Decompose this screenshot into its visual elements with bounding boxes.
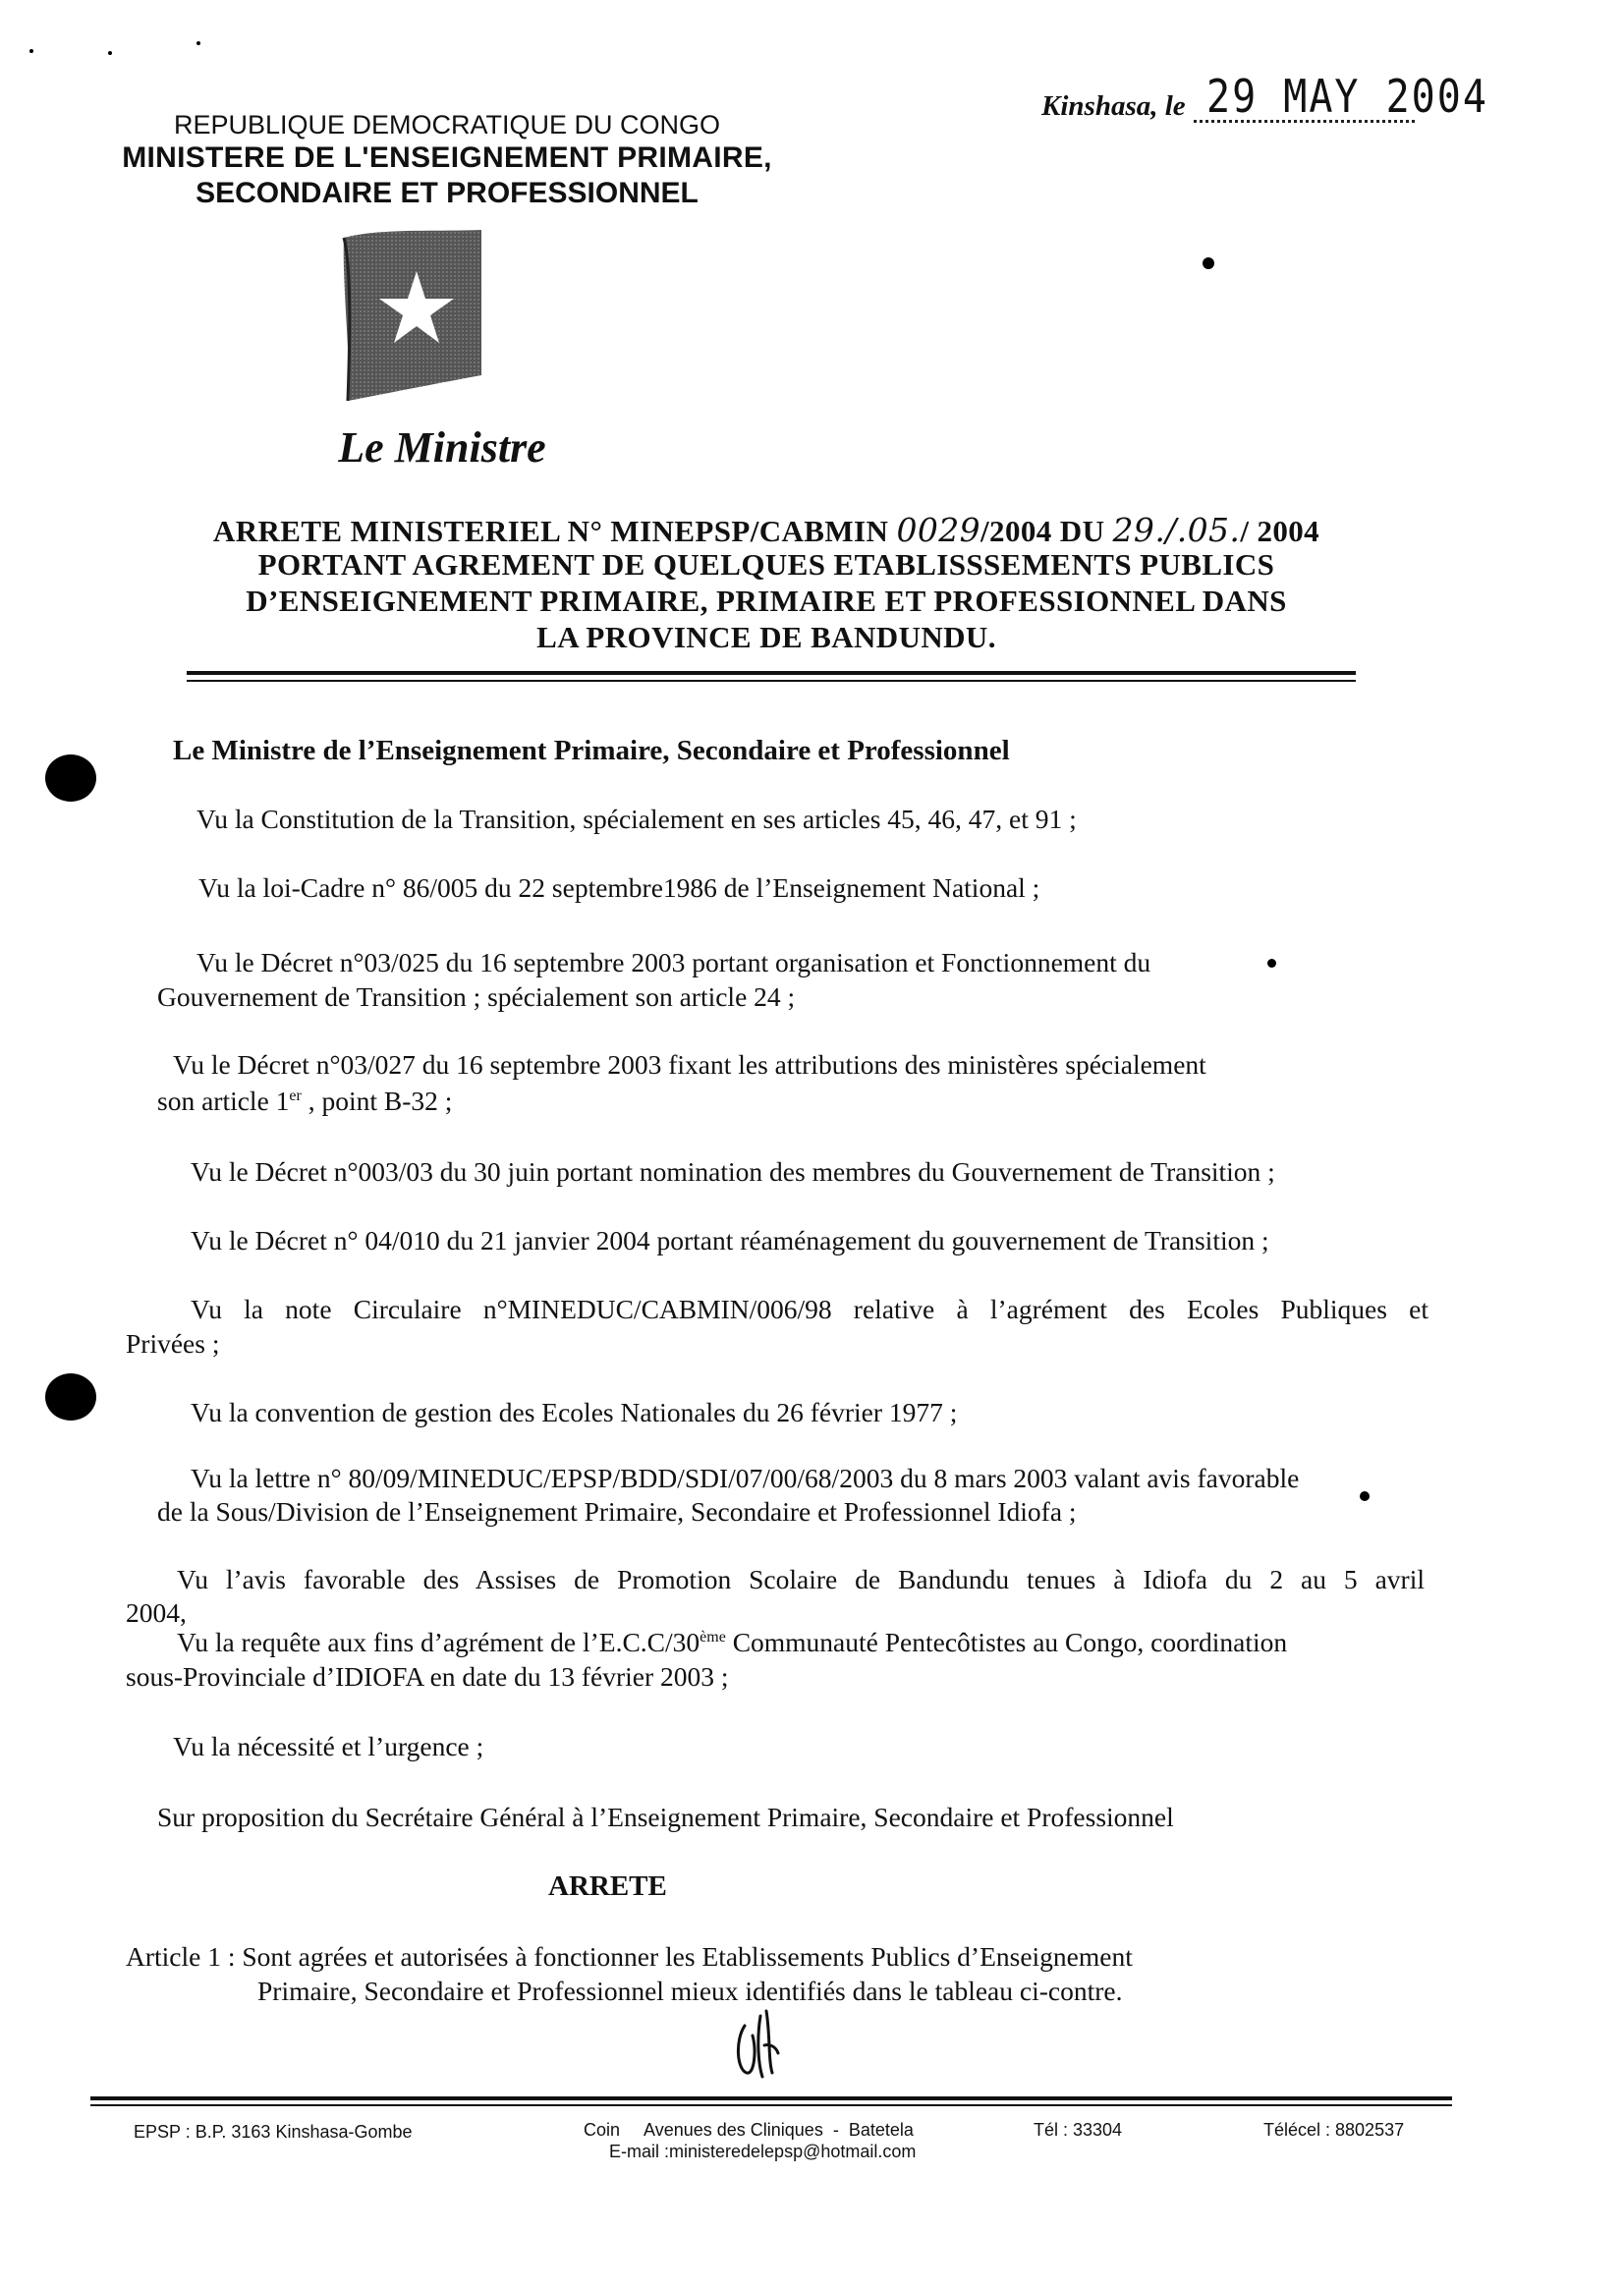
vu-note-circulaire: Vu la note Circulaire n°MINEDUC/CABMIN/006/98 relative à l’agrément des Ecoles Publiques et: [191, 1294, 1428, 1324]
vu-decret-03-027: Vu le Décret n°03/027 du 16 septembre 2003 fixant les attributions des ministères spécialement: [173, 1049, 1206, 1080]
decree-title-line1: [147, 511, 1385, 549]
vu-decret-03-025: Vu le Décret n°03/025 du 16 septembre 2003 portant organisation et Fonctionnement du: [196, 947, 1151, 977]
footer-email: E-mail :ministeredelepsp@hotmail.com: [609, 2142, 917, 2161]
article-1-cont: Primaire, Secondaire et Professionnel mieux identifiés dans le tableau ci-contre.: [257, 1976, 1123, 2006]
vu-decret-03-027-article: son article 1: [157, 1086, 290, 1116]
decree-title-line2: PORTANT AGREMENT DE QUELQUES ETABLISSSEMENTS PUBLICS: [257, 547, 1275, 582]
vu-lettre-cont: de la Sous/Division de l’Enseignement Primaire, Secondaire et Professionnel Idiofa ;: [157, 1496, 1077, 1527]
ordinal-superscript: er: [289, 1087, 302, 1104]
decree-title-mid: /2004 DU: [980, 514, 1113, 548]
proposal-line: Sur proposition du Secrétaire Général à l’Enseignement Primaire, Secondaire et Professionnel: [157, 1802, 1174, 1832]
flag-emblem-icon: [340, 228, 485, 403]
decree-date-handwritten: 29./.05.: [1112, 511, 1241, 549]
scan-speck: [1267, 959, 1276, 968]
scan-speck: [1203, 257, 1214, 269]
vu-decret-003-03: Vu le Décret n°003/03 du 30 juin portant nomination des membres du Gouvernement de Transition ;: [191, 1156, 1275, 1187]
punch-hole: [45, 754, 96, 802]
ministry-heading-line2: SECONDAIRE ET PROFESSIONNEL: [196, 177, 699, 209]
decree-title-suffix: / 2004: [1240, 514, 1320, 548]
vu-convention: Vu la convention de gestion des Ecoles Nationales du 26 février 1977 ;: [191, 1397, 958, 1427]
scan-speck: [29, 49, 33, 53]
scan-speck: [1360, 1491, 1370, 1501]
ordinal-superscript-eme: ème: [700, 1628, 726, 1646]
decree-title-line4: LA PROVINCE DE BANDUNDU.: [536, 620, 996, 654]
republic-heading: REPUBLIQUE DEMOCRATIQUE DU CONGO: [173, 110, 721, 139]
vu-decret-04-010: Vu le Décret n° 04/010 du 21 janvier 2004 portant réaménagement du gouvernement de Transition ;: [191, 1225, 1269, 1255]
ministry-heading: MINISTERE DE L'ENSEIGNEMENT PRIMAIRE,: [122, 141, 772, 174]
intro-heading: Le Ministre de l’Enseignement Primaire, Secondaire et Professionnel: [173, 735, 1010, 766]
arrete-heading: ARRETE: [548, 1870, 667, 1902]
vu-decret-03-027-cont: [157, 1084, 452, 1119]
punch-hole: [45, 1373, 96, 1421]
vu-requete-cont: sous-Provinciale d’IDIOFA en date du 13 février 2003 ;: [126, 1661, 729, 1692]
scan-speck: [196, 41, 200, 45]
footer-telecel: Télécel : 8802537: [1263, 2120, 1405, 2140]
vu-avis-assises: Vu l’avis favorable des Assises de Promotion Scolaire de Bandundu tenues à Idiofa du 2 au 5 avril: [177, 1564, 1425, 1594]
vu-decret-03-027-point: , point B-32 ;: [301, 1086, 453, 1116]
vu-avis-assises-cont: 2004,: [126, 1597, 187, 1628]
decree-number-handwritten: 0029: [896, 511, 981, 549]
place-label: Kinshasa, le: [1041, 90, 1186, 122]
vu-requete-start: Vu la requête aux fins d’agrément de l’E.C.C/30: [177, 1627, 700, 1657]
footer-tel: Tél : 33304: [1034, 2120, 1123, 2140]
vu-requete: [177, 1625, 1287, 1660]
vu-necessite: Vu la nécessité et l’urgence ;: [173, 1731, 484, 1761]
vu-lettre: Vu la lettre n° 80/09/MINEDUC/EPSP/BDD/SDI/07/00/68/2003 du 8 mars 2003 valant avis favorable: [191, 1463, 1300, 1493]
article-1: Article 1 : Sont agrées et autorisées à fonctionner les Etablissements Publics d’Enseignement: [126, 1941, 1133, 1972]
vu-constitution: Vu la Constitution de la Transition, spécialement en ses articles 45, 46, 47, et 91 ;: [196, 804, 1077, 834]
vu-note-circulaire-cont: Privées ;: [126, 1328, 220, 1359]
footer-address: EPSP : B.P. 3163 Kinshasa-Gombe: [134, 2122, 413, 2142]
vu-loi-cadre: Vu la loi-Cadre n° 86/005 du 22 septembre1986 de l’Enseignement National ;: [198, 872, 1040, 903]
minister-signature-title: Le Ministre: [338, 423, 546, 472]
vu-decret-03-025-cont: Gouvernement de Transition ; spécialement son article 24 ;: [157, 981, 796, 1012]
title-rule: [187, 671, 1356, 675]
footer-street: Coin Avenues des Cliniques - Batetela: [584, 2120, 914, 2140]
vu-requete-end: Communauté Pentecôtistes au Congo, coordination: [725, 1627, 1288, 1657]
title-rule-thin: [187, 680, 1356, 682]
paraph-signature: [727, 1996, 796, 2085]
decree-title-prefix: ARRETE MINISTERIEL N° MINEPSP/CABMIN: [212, 514, 897, 548]
date-stamp: 29 MAY 2004: [1206, 71, 1488, 124]
scan-speck: [108, 51, 112, 55]
decree-title-line3: D’ENSEIGNEMENT PRIMAIRE, PRIMAIRE ET PROFESSIONNEL DANS: [246, 584, 1287, 618]
footer-rule: [90, 2096, 1452, 2100]
footer-rule-thin: [90, 2104, 1452, 2106]
